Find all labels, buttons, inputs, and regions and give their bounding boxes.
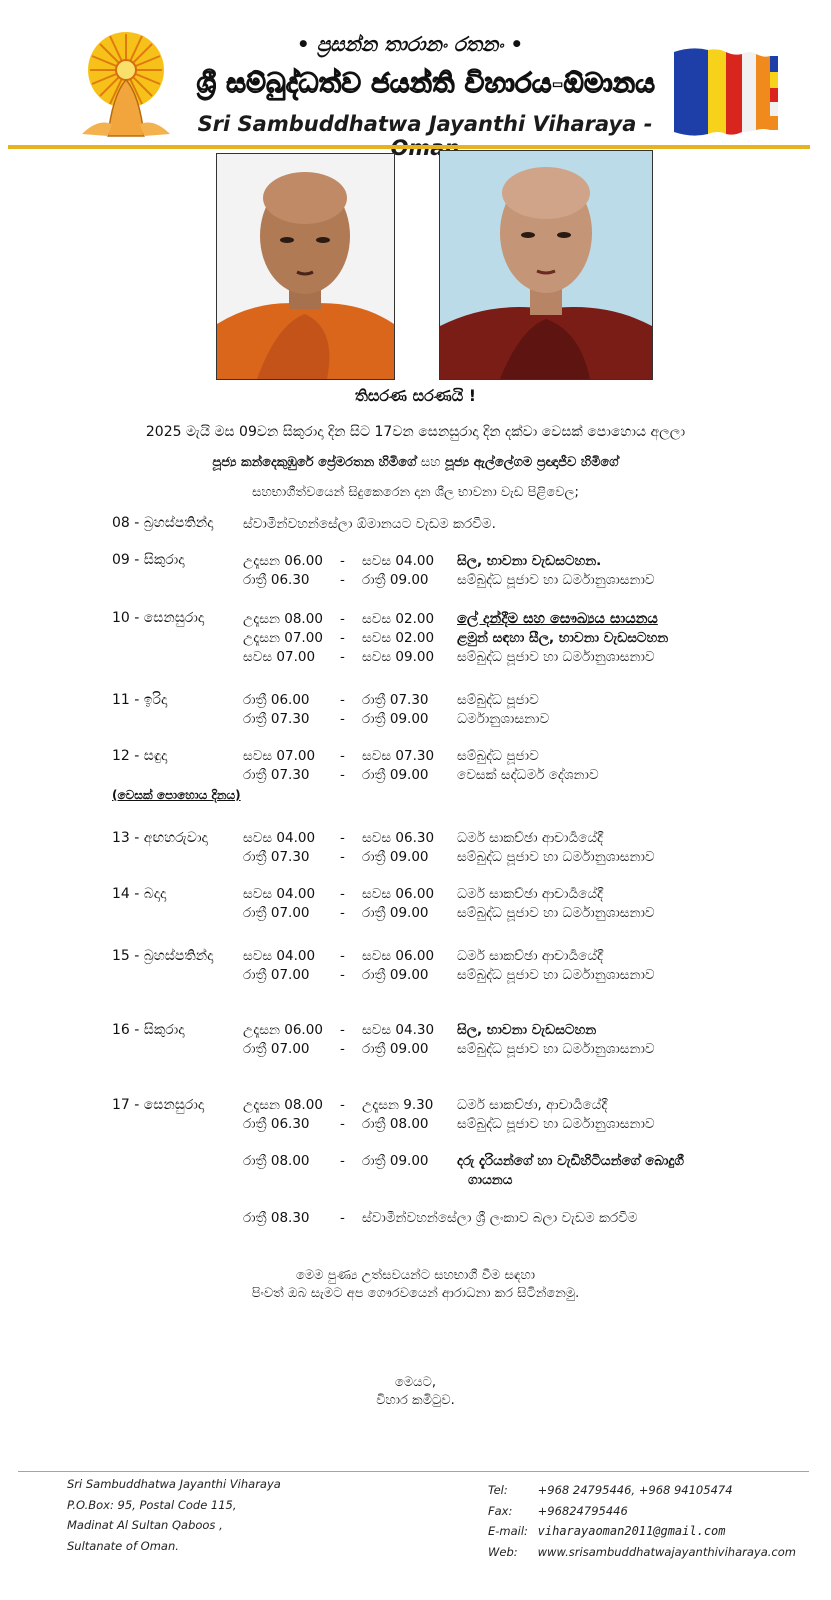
dash: -	[340, 1153, 345, 1169]
time-to: සවස 04.30	[362, 1022, 435, 1038]
dash: -	[340, 649, 345, 665]
time-from: සවස 04.00	[243, 886, 316, 902]
invitation-line-1: මෙම පුණ්‍ය උත්සවයන්ට සහභාගී වීම සඳහා	[295, 1268, 536, 1283]
activity: ධර්ම සාකච්ඡා ආචාර්‍යයේදී	[457, 886, 604, 902]
time-from: උදෑසන 07.00	[243, 630, 323, 646]
time-from: රාත්‍රී 07.00	[243, 905, 310, 921]
activity: සිල, භාවනා වැඩසටහන.	[457, 553, 602, 569]
activity: සිල, භාවනා වැඩසටහන	[457, 1022, 597, 1038]
dash: -	[340, 830, 345, 846]
dash: -	[340, 948, 345, 964]
activity: දරු දැරියන්ගේ හා වැඩිහිටියන්ගේ බොදුගී	[457, 1153, 685, 1169]
monk-portrait-1-icon	[217, 154, 394, 379]
time-from: උදෑසන 06.00	[243, 553, 323, 569]
footer-address	[67, 1474, 281, 1556]
time-from: රාත්‍රී 07.00	[243, 967, 310, 983]
dash: -	[340, 553, 345, 569]
time-to: රාත්‍රී 09.00	[362, 767, 429, 783]
dash: -	[340, 711, 345, 727]
time-to: රාත්‍රී 09.00	[362, 967, 429, 983]
time-from: සවස 07.00	[243, 748, 316, 764]
web-label: Web:	[488, 1544, 518, 1559]
activity: ස්වාමීන්වහන්සේලා ශ්‍රී ලංකාව බලා වැඩම කරවීම	[362, 1210, 638, 1226]
time-from: උදෑසන 06.00	[243, 1022, 323, 1038]
time-to: රාත්‍රී 07.30	[362, 692, 429, 708]
time-to: සවස 06.00	[362, 886, 435, 902]
dash: -	[340, 1210, 345, 1226]
email-row	[488, 1521, 796, 1542]
activity: සම්බුද්ධ පූජාව හා ධර්මානුශාසනාව	[457, 1116, 655, 1132]
dash: -	[340, 630, 345, 646]
schedule-desc: ස්වාමීන්වහන්සේලා ඕමානයට වැඩම කරවීම.	[243, 516, 496, 532]
activity: සම්බුද්ධ පූජාව හා ධර්මානුශාසනාව	[457, 572, 655, 588]
time-to: සවස 07.30	[362, 748, 435, 764]
schedule-day: 17 - සෙනසුරාදා	[112, 1097, 205, 1113]
temple-name-english: Sri Sambuddhatwa Jayanthi Viharaya -	[197, 112, 653, 136]
time-to: රාත්‍රී 09.00	[362, 849, 429, 865]
activity-continued: ගායනය	[468, 1172, 513, 1188]
activity: සම්බුද්ධ පූජාව	[457, 692, 539, 708]
time-from: රාත්‍රී 08.30	[243, 1210, 310, 1226]
schedule-day: 12 - සඳුදා	[112, 748, 168, 764]
activity: සම්බුද්ධ පූජාව හා ධර්මානුශාසනාව	[457, 849, 655, 865]
programme-subtitle: සහභාගීත්වයෙන් සිදුකෙරෙන දාන ශීල භාවනා වැඩ පිළිවෙල;	[252, 485, 579, 500]
time-from: රාත්‍රී 07.00	[243, 1041, 310, 1057]
activity: ධර්ම සාකච්ඡා ආචාර්‍යයේදී	[457, 830, 604, 846]
time-to: රාත්‍රී 09.00	[362, 572, 429, 588]
greeting: තිසරණ සරණයි !	[354, 386, 477, 405]
activity: ළමුන් සඳහා සීල, භාවනා වැඩසටහන	[457, 630, 669, 646]
signature-line-1: මෙයට,	[394, 1375, 437, 1390]
schedule-day: 13 - අඟහරුවාදා	[112, 830, 208, 846]
activity: සම්බුද්ධ පූජාව	[457, 748, 539, 764]
monk-name-1: පූජ්‍ය කන්දෙකුඹුරේ ප්‍රේමරතන හිමිගේ	[212, 455, 417, 470]
schedule-day: 16 - සිකුරාදා	[112, 1022, 185, 1038]
schedule-day: 10 - සෙනසුරාදා	[112, 610, 205, 626]
time-to: සවස 04.00	[362, 553, 435, 569]
monk-portrait-2-icon	[440, 151, 652, 379]
fax-row	[488, 1501, 796, 1522]
poya-day-note: (වෙසක් පොහොය දිනය)	[112, 788, 241, 802]
tel-row	[488, 1480, 796, 1501]
dash: -	[340, 1116, 345, 1132]
dash: -	[340, 1041, 345, 1057]
time-from: උදෑසන 08.00	[243, 1097, 323, 1113]
time-to: සවස 02.00	[362, 611, 435, 627]
activity: සම්බුද්ධ පූජාව හා ධර්මානුශාසනාව	[457, 905, 655, 921]
activity: ලේ දන්දීම සහ සෞඛ්‍යය සායනය	[457, 611, 658, 627]
schedule-day: 09 - සිකුරාදා	[112, 552, 185, 568]
dash: -	[340, 1097, 345, 1113]
dash: -	[340, 905, 345, 921]
address-line: Madinat Al Sultan Qaboos ,	[67, 1518, 223, 1532]
invitation-line-2: පිංවත් ඔබ සැමට අප ගෞරවයෙන් ආරාධනා කර සිටින්නෙමු.	[251, 1286, 580, 1301]
time-to: රාත්‍රී 09.00	[362, 1041, 429, 1057]
dash: -	[340, 886, 345, 902]
schedule-day: 08 - බ්‍රහස්පතින්දා	[112, 515, 214, 531]
time-from: රාත්‍රී 07.30	[243, 767, 310, 783]
motto-text: • ප්‍රසන්න තාරානං රතනං •	[296, 32, 524, 56]
activity: ධර්ම සාකච්ඡා, ආචාර්‍යයේදී	[457, 1097, 608, 1113]
dash: -	[340, 692, 345, 708]
monk-name-2: පූජ්‍ය ඇල්ලේගම ප්‍රඥාජීව හිමිගේ	[445, 455, 619, 470]
time-from: රාත්‍රී 08.00	[243, 1153, 310, 1169]
monk-photo-2	[439, 150, 653, 380]
buddhist-flag-icon	[672, 46, 780, 138]
time-from: සවස 04.00	[243, 948, 316, 964]
time-from: සවස 07.00	[243, 649, 316, 665]
time-from: රාත්‍රී 06.00	[243, 692, 310, 708]
address-line: Sri Sambuddhatwa Jayanthi Viharaya	[67, 1477, 281, 1491]
schedule-day: 14 - බදාදා	[112, 886, 167, 902]
address-line: Sultanate of Oman.	[67, 1538, 179, 1553]
time-to: සවස 09.00	[362, 649, 435, 665]
monks-line	[0, 455, 831, 470]
header-divider	[8, 145, 810, 149]
dharma-wheel-logo-icon	[78, 28, 174, 138]
activity: ධර්මානුශාසනාව	[457, 711, 550, 727]
time-to: සවස 06.00	[362, 948, 435, 964]
fax-value: +96824795446	[537, 1503, 628, 1518]
time-from: රාත්‍රී 06.30	[243, 1116, 310, 1132]
footer-divider	[18, 1471, 809, 1472]
activity: ධර්ම සාකච්ඡා ආචාර්‍යයේදී	[457, 948, 604, 964]
conjunction: සහ	[420, 455, 441, 470]
web-row	[488, 1542, 796, 1563]
time-to: රාත්‍රී 09.00	[362, 905, 429, 921]
signature-line-2: විහාර කමිටුව.	[376, 1393, 455, 1408]
dash: -	[340, 849, 345, 865]
dash: -	[340, 767, 345, 783]
time-from: උදෑසන 08.00	[243, 611, 323, 627]
time-from: සවස 04.00	[243, 830, 316, 846]
intro-line: 2025 මැයි මස 09වන සිකුරාදා දින සිට 17වන සෙනසුරාදා දින දක්වා වෙසක් පොහොය අලලා	[145, 424, 686, 440]
time-to: රාත්‍රී 08.00	[362, 1116, 429, 1132]
monk-photo-1	[216, 153, 395, 380]
time-to: සවස 02.00	[362, 630, 435, 646]
time-to: උදෑසන 9.30	[362, 1097, 434, 1113]
activity: සම්බුද්ධ පූජාව හා ධර්මානුශාසනාව	[457, 649, 655, 665]
dash: -	[340, 611, 345, 627]
dash: -	[340, 748, 345, 764]
time-to: රාත්‍රී 09.00	[362, 711, 429, 727]
footer-contacts	[488, 1480, 796, 1562]
tel-label: Tel:	[488, 1483, 508, 1497]
schedule-day: 11 - ඉරිදා	[112, 692, 168, 708]
dash: -	[340, 1022, 345, 1038]
letterhead	[0, 0, 831, 150]
temple-name-sinhala: ශ්‍රී සම්බුද්ධත්ව ජයන්ති විහාරය-ඕමානය	[196, 68, 656, 99]
time-to: රාත්‍රී 09.00	[362, 1153, 429, 1169]
activity: සම්බුද්ධ පූජාව හා ධර්මානුශාසනාව	[457, 967, 655, 983]
tel-value: +968 24795446, +968 94105474	[537, 1483, 733, 1497]
web-link[interactable]: www.srisambuddhatwajayanthiviharaya.com	[537, 1544, 796, 1559]
activity: සම්බුද්ධ පූජාව හා ධර්මානුශාසනාව	[457, 1041, 655, 1057]
time-from: රාත්‍රී 07.30	[243, 849, 310, 865]
address-line: P.O.Box: 95, Postal Code 115,	[67, 1497, 237, 1512]
fax-label: Fax:	[488, 1503, 513, 1518]
activity: වෙසක් සද්ධර්ම දේශනාව	[457, 767, 599, 783]
time-from: රාත්‍රී 07.30	[243, 711, 310, 727]
email-label: E-mail:	[488, 1524, 528, 1538]
schedule-day: 15 - බ්‍රහස්පතින්දා	[112, 948, 214, 964]
dash: -	[340, 572, 345, 588]
time-to: සවස 06.30	[362, 830, 435, 846]
time-from: රාත්‍රී 06.30	[243, 572, 310, 588]
email-link[interactable]: viharayaoman2011@gmail.com	[537, 1524, 726, 1538]
dash: -	[340, 967, 345, 983]
